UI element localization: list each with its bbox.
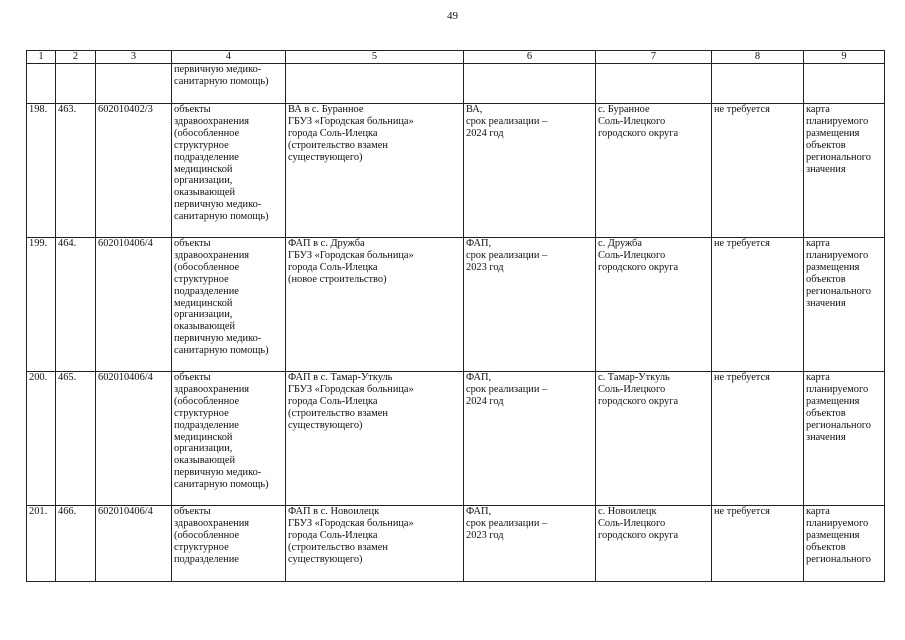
header-cell: 5 (286, 51, 464, 64)
header-cell: 6 (464, 51, 596, 64)
table-cell (56, 64, 96, 104)
object-name-cell: ФАП в с. Дружба ГБУЗ «Городская больница» города Соль-Илецка (новое строительство) (286, 238, 464, 372)
map-cell: карта планируемого размещения объектов регионального значения (804, 104, 885, 238)
continuation-row (27, 64, 885, 104)
location-cell: с. Новоилецк Соль-Илецкого городского округа (596, 506, 712, 582)
object-code-cell: 602010402/3 (96, 104, 172, 238)
object-code-cell: 602010406/4 (96, 372, 172, 506)
object-type-cell: первичную медико- санитарную помощь) (172, 64, 286, 104)
header-cell: 8 (712, 51, 804, 64)
object-name-cell: ФАП в с. Тамар-Уткуль ГБУЗ «Городская больница» города Соль-Илецка (строительство взамен существующего) (286, 372, 464, 506)
object-number-cell: 465. (56, 372, 96, 506)
table-cell (27, 64, 56, 104)
table-cell (712, 64, 804, 104)
header-cell: 4 (172, 51, 286, 64)
header-cell: 2 (56, 51, 96, 64)
object-code-cell: 602010406/4 (96, 506, 172, 582)
table-row (27, 372, 885, 506)
header-cell: 7 (596, 51, 712, 64)
row-number-cell: 201. (27, 506, 56, 582)
header-cell: 9 (804, 51, 885, 64)
location-cell: с. Тамар-Уткуль Соль-Илецкого городского округа (596, 372, 712, 506)
object-number-cell: 463. (56, 104, 96, 238)
object-params-cell: ФАП, срок реализации – 2024 год (464, 372, 596, 506)
table-row (27, 104, 885, 238)
header-cell: 3 (96, 51, 172, 64)
map-cell: карта планируемого размещения объектов регионального (804, 506, 885, 582)
header-row (27, 51, 885, 64)
table-row (27, 238, 885, 372)
header-cell: 1 (27, 51, 56, 64)
row-number-cell: 198. (27, 104, 56, 238)
zone-cell: не требуется (712, 238, 804, 372)
table-cell (96, 64, 172, 104)
object-params-cell: ФАП, срок реализации – 2023 год (464, 238, 596, 372)
map-cell: карта планируемого размещения объектов регионального значения (804, 372, 885, 506)
object-name-cell: ВА в с. Буранное ГБУЗ «Городская больница» города Соль-Илецка (строительство взамен существующего) (286, 104, 464, 238)
object-params-cell: ФАП, срок реализации – 2023 год (464, 506, 596, 582)
zone-cell: не требуется (712, 372, 804, 506)
zone-cell: не требуется (712, 104, 804, 238)
object-number-cell: 464. (56, 238, 96, 372)
objects-table (26, 50, 885, 582)
table-cell (596, 64, 712, 104)
row-number-cell: 200. (27, 372, 56, 506)
object-type-cell: объекты здравоохранения (обособленное структурное подразделение медицинской организации, оказывающей первичную медико- санитарную помощь) (172, 372, 286, 506)
object-code-cell: 602010406/4 (96, 238, 172, 372)
map-cell: карта планируемого размещения объектов регионального значения (804, 238, 885, 372)
location-cell: с. Буранное Соль-Илецкого городского округа (596, 104, 712, 238)
table-cell (286, 64, 464, 104)
row-number-cell: 199. (27, 238, 56, 372)
table-cell (464, 64, 596, 104)
object-params-cell: ВА, срок реализации – 2024 год (464, 104, 596, 238)
location-cell: с. Дружба Соль-Илецкого городского округа (596, 238, 712, 372)
object-type-cell: объекты здравоохранения (обособленное структурное подразделение медицинской организации, оказывающей первичную медико- санитарную помощь) (172, 238, 286, 372)
page-number: 49 (447, 10, 458, 22)
object-type-cell: объекты здравоохранения (обособленное структурное подразделение (172, 506, 286, 582)
zone-cell: не требуется (712, 506, 804, 582)
object-number-cell: 466. (56, 506, 96, 582)
table-row (27, 506, 885, 582)
table-cell (804, 64, 885, 104)
object-name-cell: ФАП в с. Новоилецк ГБУЗ «Городская больница» города Соль-Илецка (строительство взамен существующего) (286, 506, 464, 582)
object-type-cell: объекты здравоохранения (обособленное структурное подразделение медицинской организации, оказывающей первичную медико- санитарную помощь) (172, 104, 286, 238)
